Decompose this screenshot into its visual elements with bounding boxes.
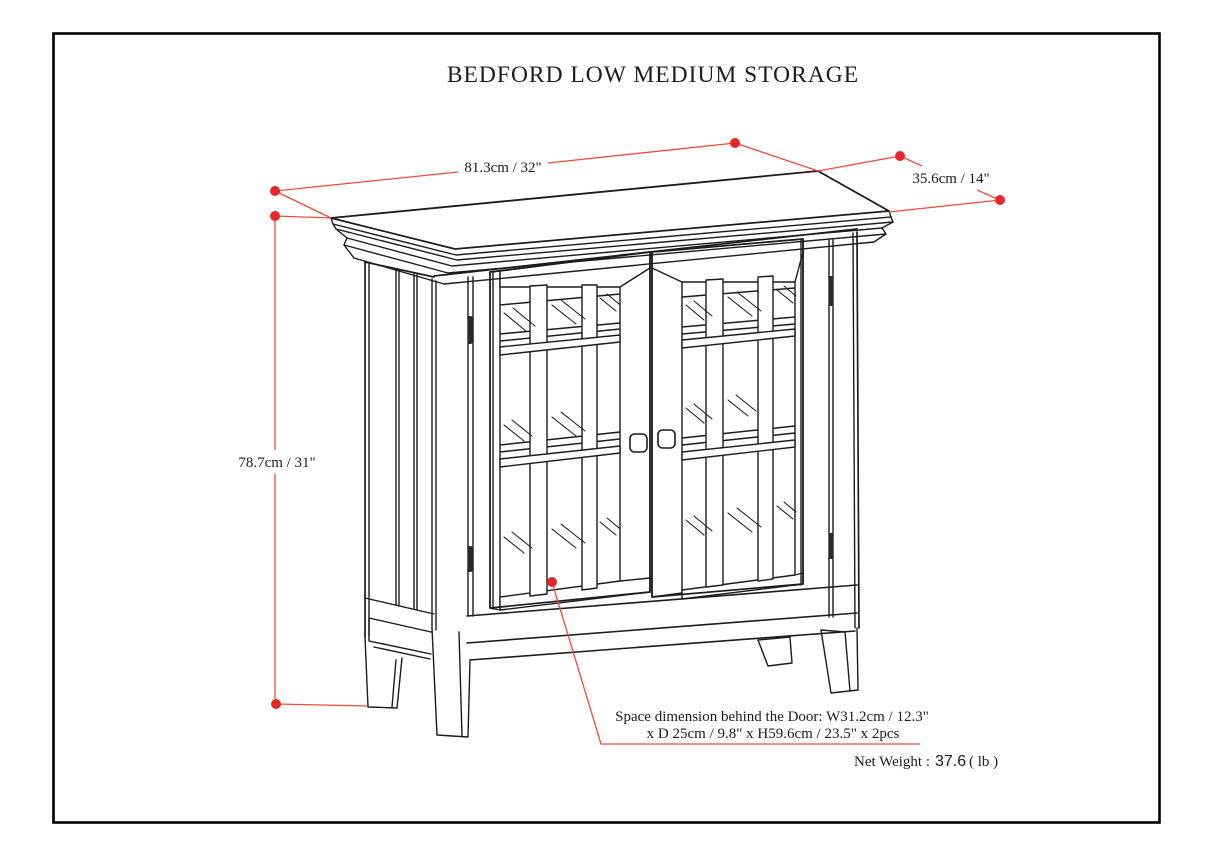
dimension-endpoint-dot <box>270 211 280 221</box>
dimension-endpoint-dot <box>270 186 280 196</box>
back-right-leg <box>758 637 792 666</box>
hinge <box>829 276 834 306</box>
width-dimension <box>275 143 818 218</box>
page-title: BEDFORD LOW MEDIUM STORAGE <box>446 62 860 88</box>
cabinet-line-drawing <box>331 171 893 737</box>
hinge <box>468 546 473 572</box>
glass-shine <box>504 420 532 441</box>
body-right-edge-inner <box>853 233 855 628</box>
width-extension-lines <box>275 143 818 218</box>
dimension-endpoint-dot <box>895 151 905 161</box>
door-muntin-horizontal <box>500 335 620 355</box>
glass-shine <box>552 524 585 548</box>
glass-shine <box>600 294 619 311</box>
left-side-panel <box>365 262 436 637</box>
glass-shine <box>600 518 619 535</box>
cabinet-top <box>331 171 893 260</box>
net-weight-value: 37.6 <box>935 753 967 770</box>
door-muntin-horizontal <box>500 446 620 467</box>
right-door-knob <box>658 430 675 448</box>
glass-shine <box>552 300 585 324</box>
top-surface <box>331 171 889 249</box>
stretcher-lines <box>369 618 431 659</box>
net-weight <box>854 753 998 770</box>
left-door-knob <box>630 434 647 452</box>
door-stile <box>620 252 650 595</box>
body-right-edge <box>857 232 859 628</box>
glass-shine <box>552 412 585 436</box>
height-dimension-label: 78.7cm / 31" <box>238 455 316 471</box>
glass-shine <box>777 502 796 519</box>
crown-right-steps <box>874 222 893 242</box>
hinge <box>468 316 473 344</box>
glass-shine <box>504 532 532 553</box>
glass-shine <box>728 395 756 416</box>
depth-dimension-label: 35.6cm / 14" <box>912 171 990 187</box>
door-stile <box>795 239 803 585</box>
dimension-endpoint-dot <box>547 577 557 587</box>
net-weight-label: Net Weight : <box>853 754 930 770</box>
glass-shine <box>728 292 761 316</box>
dimension-endpoint-dot <box>995 195 1005 205</box>
door-muntin-vertical <box>530 285 547 596</box>
side-slat <box>414 273 417 610</box>
door-stile <box>652 249 682 597</box>
glass-shine <box>728 508 761 532</box>
width-dimension-label: 81.3cm / 32" <box>464 160 542 176</box>
page-border <box>54 34 1160 823</box>
space-dimension-text-line1: Space dimension behind the Door: W31.2cm / 12.3" <box>615 709 929 725</box>
door-muntin-vertical <box>582 285 597 590</box>
back-left-leg <box>365 637 402 708</box>
front-left-leg <box>432 628 470 737</box>
net-weight-unit: ( lb ) <box>969 754 999 770</box>
door-stile <box>490 271 500 610</box>
front-left-corner-edge <box>432 279 436 630</box>
door-muntin-vertical <box>706 279 723 587</box>
front-right-leg <box>821 628 858 693</box>
side-stretcher <box>369 618 431 659</box>
door-muntin-vertical <box>758 276 773 581</box>
dimension-endpoint-dot <box>730 138 740 148</box>
dimension-endpoint-dot <box>271 699 281 709</box>
side-slat <box>396 269 399 606</box>
top-edge-line <box>333 217 893 260</box>
space-dimension-text-line2: x D 25cm / 9.8" x H59.6cm / 23.5" x 2pcs <box>646 726 900 742</box>
hinge <box>829 533 834 559</box>
